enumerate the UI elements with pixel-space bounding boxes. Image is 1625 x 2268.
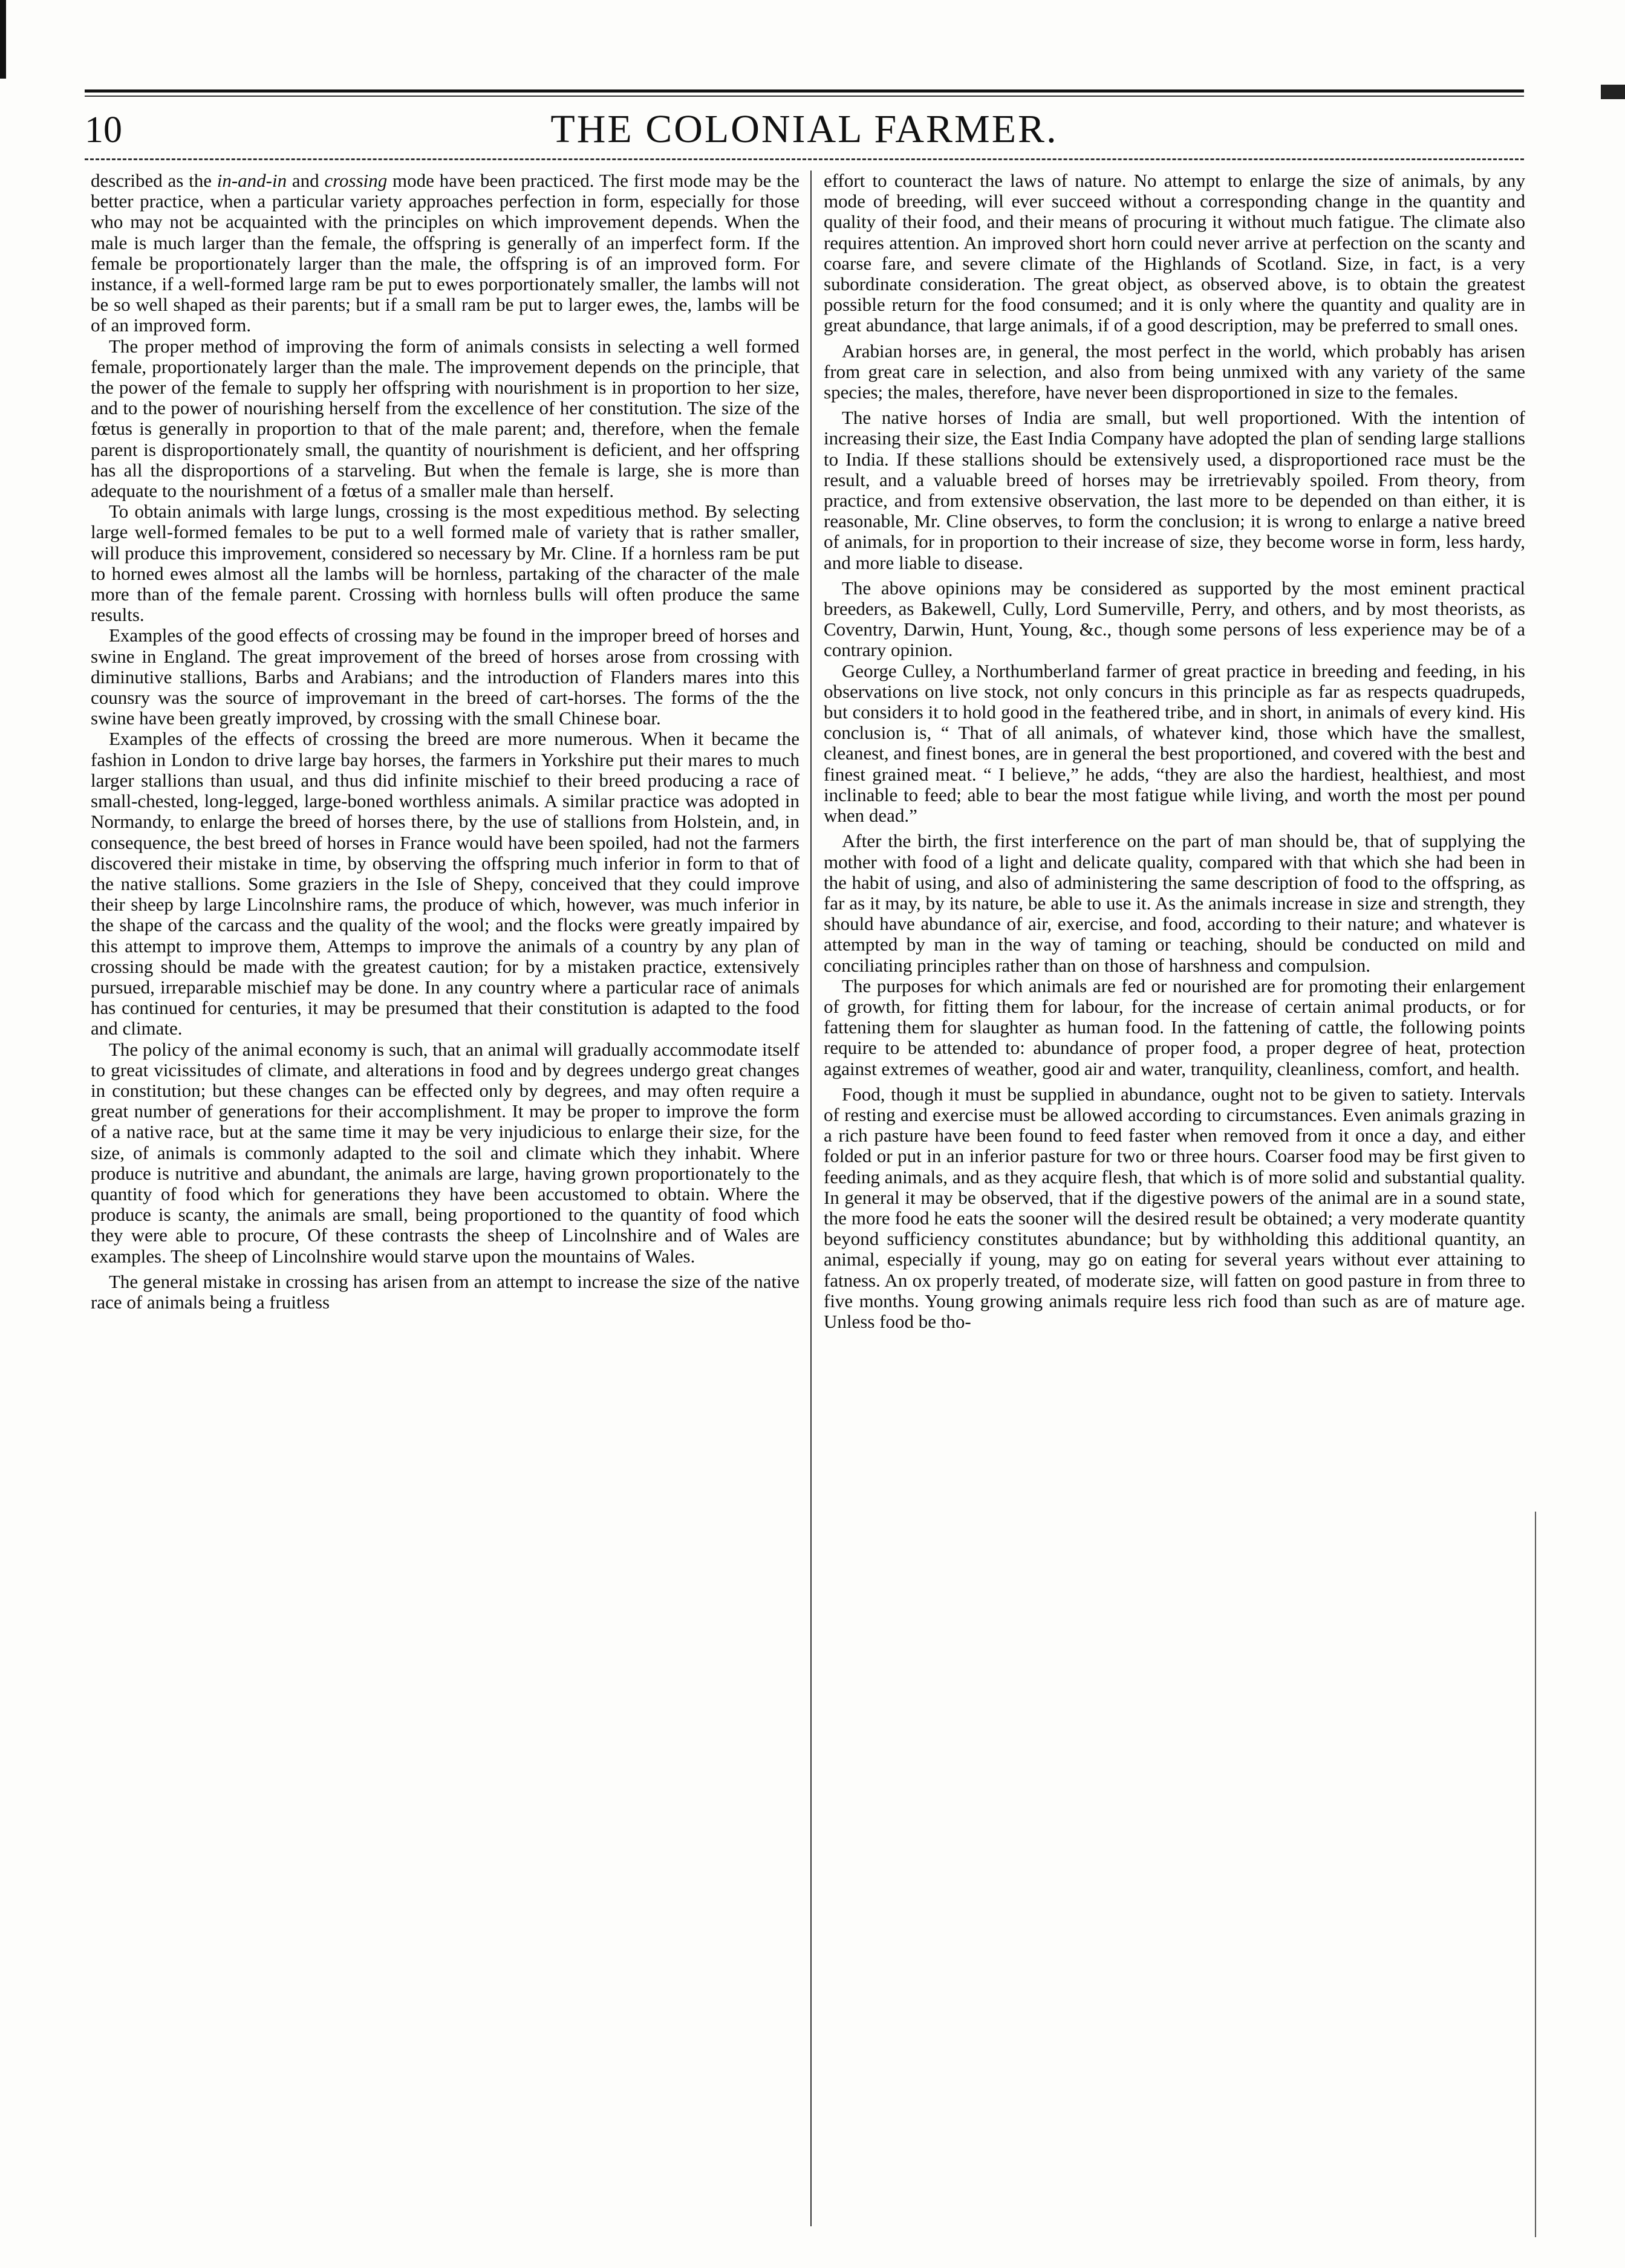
left-paragraph-1 [91, 171, 799, 336]
top-rule-thin [85, 96, 1524, 97]
right-column [824, 171, 1525, 2238]
right-paragraph-6: After the birth, the first interference on the part of man should be, that of supplying the mother with food of a light and delicate quality, compared with that which she had been in the habit of using, and also of administering the same description of food to the offspring, as far as it may, by its nature, be able to use it. As the animals increase in size and strength, they should have abundance of air, exercise, and food, according to their nature; and whatever is attempted by man in the way of taming or teaching, should be conducted on mild and conciliating principles rather than on those of harshness and compulsion. [824, 830, 1525, 976]
left-column [91, 171, 799, 2238]
right-paragraph-1: effort to counteract the laws of nature. No attempt to enlarge the size of animals, by any mode of breeding, will ever succeed without a corresponding change in the quantity and quality of their food, and their means of procuring it without much fatigue. The climate also requires attention. An improved short horn could never arrive at perfection on the scanty and coarse fare, and severe climate of the Highlands of Scotland. Size, in fact, is a very subordinate consideration. The great object, as observed above, is to obtain the greatest possible return for the food consumed; and it is only where the quantity and quality are in great abundance, that large animals, if of a good description, may be preferred to small ones. [824, 171, 1525, 336]
left-paragraph-7: The general mistake in crossing has arisen from an attempt to increase the size of the native race of animals being a fruitless [91, 1270, 799, 1313]
italic-term: in-and-in [217, 171, 287, 191]
page-number: 10 [85, 109, 122, 151]
right-paragraph-2: Arabian horses are, in general, the most perfect in the world, which probably has arisen from great care in selection, and also from being unmixed with any variety of the same species; the males, therefore, have never been disproportioned in size to the females. [824, 340, 1525, 403]
column-divider [810, 171, 812, 2226]
scan-edge-mark-right [1601, 85, 1625, 99]
text-run: described as the [91, 171, 217, 191]
right-paragraph-5: George Culley, a Northumberland farmer of great practice in breeding and feeding, in his observations on live stock, not only concurs in this principle as far as respects quadrupeds, but considers it to hold good in the feathered tribe, and in short, in animals of every kind. His conclusion is, “ That of all animals, of whatever kind, those which have the smallest, cleanest, and finest bones, are in general the best proportioned, and covered with the best and finest grained meat. “ I believe,” he adds, “they are also the hardiest, healthiest, and most inclinable to feed; able to bear the most fatigue while living, and worth the most per pound when dead.” [824, 660, 1525, 827]
left-paragraph-5: Examples of the effects of crossing the breed are more numerous. When it became the fashion in London to drive large bay horses, the farmers in Yorkshire put their mares to much larger stallions than usual, and thus did infinite mischief to their breed producing a race of small-chested, long-legged, large-boned worthless animals. A similar practice was adopted in Normandy, to enlarge the breed of horses there, by the use of stallions from Holstein, and, in consequence, the best breed of horses in France would have been spoiled, had not the farmers discovered their mistake in time, by observing the offspring much inferior in form to that of the native stallions. Some graziers in the Isle of Shepy, conceived that they could improve their sheep by large Lincolnshire rams, the produce of which, however, was much inferior in the shape of the carcass and the quality of the wool; and the flocks were greatly impaired by this attempt to improve them, Attemps to improve the animals of a country by any plan of crossing should be made with the greatest caution; for by a mistaken practice, extensively pursued, irreparable mischief may be done. In any country where a particular race of animals has continued for centuries, it may be presumed that their constitution is adapted to the food and climate. [91, 728, 799, 1039]
scan-edge-mark [0, 0, 6, 79]
top-rule-thick [85, 89, 1524, 93]
text-run: and [287, 171, 325, 191]
left-paragraph-6: The policy of the animal economy is such, that an animal will gradually accommodate itself to great vicissitudes of climate, and alterations in food and by degrees undergo great changes in constitution; but these changes can be effected only by degrees, and may often require a great number of generations for their accomplishment. It may be proper to improve the form of a native race, but at the same time it may be very injudicious to enlarge their size, for the size, of animals is commonly adapted to the soil and climate which they inhabit. Where produce is nutritive and abundant, the animals are large, having grown proportionately to the quantity of food which for generations they have been accustomed to obtain. Where the produce is scanty, the animals are small, being proportioned to the quantity of food which they were able to procure, Of these contrasts the sheep of Lincolnshire and of Wales are examples. The sheep of Lincolnshire would starve upon the mountains of Wales. [91, 1038, 799, 1267]
right-paragraph-8: Food, though it must be supplied in abundance, ought not to be given to satiety. Intervals of resting and exercise must be allowed according to circumstances. Even animals grazing in a rich pasture have been found to feed faster when removed from it once a day, and either folded or put in an inferior pasture for two or three hours. Coarser food may be first given to feeding animals, and as they acquire flesh, that which is of more solid and substantial quality. In general it may be observed, that if the digestive powers of the animal are in a sound state, the more food he eats the sooner will the desired result be obtained; a very moderate quantity beyond sufficiency constitutes abundance; but by withholding this additional quantity, an animal, especially if young, may go on eating for several years without ever attaining to fatness. An ox properly treated, of moderate size, will fatten on good pasture in from three to five months. Young growing animals require less rich food than such as are of mature age. Unless food be tho- [824, 1083, 1525, 1332]
right-paragraph-4: The above opinions may be considered as supported by the most eminent practical breeders, as Bakewell, Cully, Lord Sumerville, Perry, and others, and by most theorists, as Coventry, Darwin, Hunt, Young, &c., though some persons of less experience may be of a contrary opinion. [824, 577, 1525, 661]
left-paragraph-3: To obtain animals with large lungs, crossing is the most expeditious method. By selecting large well-formed females to be put to a well formed male of variety that is rather smaller, will produce this improvement, considered so necessary by Mr. Cline. If a hornless ram be put to horned ewes almost all the lambs will be hornless, partaking of the character of the male more than of the female parent. Crossing with hornless bulls will often produce the same results. [91, 501, 799, 626]
left-paragraph-2: The proper method of improving the form of animals consists in selecting a well formed female, proportionately larger than the male. The improvement depends on the principle, that the power of the female to supply her offspring with nourishment is in proportion to her size, and to the power of nourishing herself from the excellence of her constitution. The size of the fœtus is generally in proportion to that of the male parent; and, therefore, when the female parent is disproportionately small, the quantity of nourishment is deficient, and her offspring has all the disproportions of a starveling. But when the female is large, she is more than adequate to the nourishment of a fœtus of a smaller male than herself. [91, 335, 799, 502]
right-paragraph-3: The native horses of India are small, but well proportioned. With the intention of increasing their size, the East India Company have adopted the plan of sending large stallions to India. If these stallions should be extensively used, a disproportioned race must be the result, and a valuable breed of horses may be irretrievably spoiled. From theory, from practice, and from extensive observation, the last more to be depended on than either, it is reasonable, Mr. Cline observes, to form the conclusion; it is wrong to enlarge a native breed of animals, for in proportion to their increase of size, they become worse in form, less hardy, and more liable to disease. [824, 407, 1525, 573]
header-rule [85, 158, 1524, 160]
left-paragraph-4: Examples of the good effects of crossing may be found in the improper breed of horses and swine in England. The great improvement of the breed of horses arose from crossing with diminutive stallions, Barbs and Arabians; and the introduction of Flanders mares into this counsry was the source of improvemant in the breed of cart-horses. The forms of the the swine have been greatly improved, by crossing with the small Chinese boar. [91, 625, 799, 729]
right-paragraph-7: The purposes for which animals are fed or nourished are for promoting their enlargement of growth, for fitting them for labour, for the increase of certain animal products, or for fattening them for slaughter as human food. In the fattening of cattle, the following points require to be attended to: abundance of proper food, a proper degree of heat, protection against extremes of weather, good air and water, tranquility, cleanliness, comfort, and health. [824, 975, 1525, 1079]
page-header [85, 106, 1524, 155]
italic-term: crossing [324, 171, 388, 191]
right-edge-rule [1535, 1512, 1536, 2237]
text-run: mode have been practiced. The first mode may be the better practice, when a particular variety approaches perfection in form, especially for those who may not be acquainted with the principles on which improvement depends. When the male is much larger than the female, the offspring is generally of an imperfect form. If the female be proportionately larger than the male, the offspring is of an improved form. For instance, if a well-formed large ram be put to ewes porportionately smaller, the lambs will not be so well shaped as their parents; but if a small ram be put to larger ewes, the, lambs will be of an improved form. [91, 171, 799, 336]
running-title: THE COLONIAL FARMER. [550, 107, 1058, 151]
